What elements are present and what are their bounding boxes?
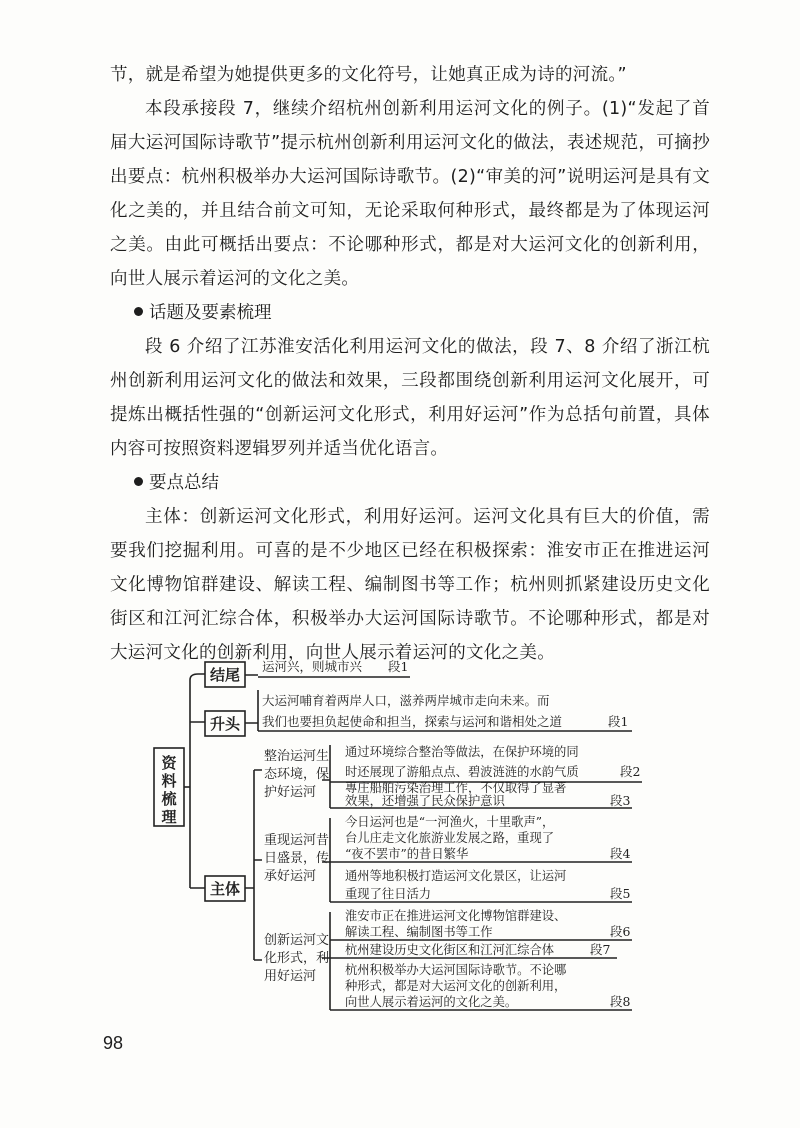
page-number: 98 (103, 1033, 124, 1053)
paragraph-analysis: 本段承接段 7，继续介绍杭州创新利用运河文化的例子。(1)“发起了首届大运河国际诗歌节”提示杭州创新利用运河文化的做法，表述规范，可摘抄出要点：杭州积极举办大运河国际诗歌节。(2)“审美的河”说明运河是具有文化之美的，并且结合前文可知，无论采取何种形式，最终都是为了体现运河之美。由此可概括出要点：不论哪种形式，都是对大运河文化的创新利用，向世人展示着运河的文化之美。 (110, 99, 710, 289)
item-line: 通州等地积极打造运河文化景区，让运河 (345, 869, 567, 883)
ending-tag: 段1 (388, 659, 409, 674)
item-line: 杭州积极举办大运河国际诗歌节。不论哪 (345, 963, 567, 977)
item-line: 种形式，都是对大运河文化的创新利用， (345, 979, 567, 993)
item-line: 專庄船舶污染治理工作，不仅取得了显著 (345, 781, 567, 795)
ending-label: 结尾 (209, 666, 241, 684)
item-line: 时还展现了游船点点、碧波涟涟的水韵气质 (345, 765, 579, 779)
item-line: 今日运河也是“一河渔火，十里歌声”， (345, 815, 555, 829)
group-title-line: 日盛景，传 (264, 851, 330, 866)
group-title-line: 态环境，保 (264, 767, 330, 782)
group-title-line: 用好运河 (264, 969, 317, 984)
root-char: 梳 (161, 790, 177, 808)
group-title-line: 承好运河 (264, 869, 317, 884)
root-char: 料 (161, 772, 177, 790)
item-line: 杭州建设历史文化街区和江河汇综合体 (345, 943, 555, 957)
item-line: 效果，还增强了民众保护意识 (345, 794, 505, 808)
item-tag: 段5 (610, 886, 631, 901)
root-char: 资 (161, 754, 177, 772)
section-heading-topic: 话题及要素梳理 (110, 296, 710, 330)
group-title-line: 创新运河文 (264, 933, 330, 948)
item-line: 通过环境综合整治等做法，在保护环境的同 (345, 745, 579, 759)
elevation-label: 升头 (209, 715, 241, 733)
item-tag: 段3 (610, 793, 631, 808)
item-line: 解读工程、编制图书等工作 (345, 925, 493, 939)
paragraph-quote-end: 节，就是希望为她提供更多的文化符号，让她真正成为诗的河流。” (110, 65, 627, 85)
elevation-line: 我们也要担负起使命和担当，探索与运河和谐相处之道 (262, 714, 563, 729)
group-title-line: 重现运河昔 (264, 833, 330, 848)
item-tag: 段2 (620, 764, 641, 779)
item-line: 向世人展示着运河的文化之美。 (345, 995, 518, 1009)
item-tag: 段4 (610, 846, 631, 861)
item-tag: 段7 (590, 942, 611, 957)
main-label: 主体 (209, 880, 241, 898)
elevation-line: 大运河哺育着两岸人口，滋养两岸城市走向未来。而 (262, 693, 550, 708)
group-title-line: 整治运河生 (264, 749, 330, 764)
item-tag: 段8 (610, 994, 631, 1009)
item-line: 重现了往日活力 (345, 887, 432, 901)
section-heading-summary: 要点总结 (110, 466, 710, 500)
root-char: 理 (161, 808, 177, 826)
item-line: “夜不罢市”的昔日繁华 (345, 847, 469, 861)
paragraph-topic: 段 6 介绍了江苏淮安活化利用运河文化的做法，段 7、8 介绍了浙江杭州创新利用运河文化的做法和效果，三段都围绕创新利用运河文化展开，可提炼出概括性强的“创新运河文化形式，利用好运河”作为总括句前置，具体内容可按照资料逻辑罗列并适当优化语言。 (110, 337, 710, 459)
elevation-tag: 段1 (608, 714, 629, 729)
ending-text: 运河兴，则城市兴 (262, 659, 363, 674)
paragraph-summary: 主体：创新运河文化形式，利用好运河。运河文化具有巨大的价值，需要我们挖掘利用。可喜的是不少地区已经在积极探索：淮安市正在推进运河文化博物馆群建设、解读工程、编制图书等工作；杭州则抓紧建设历史文化街区和江河汇综合体，积极举办大运河国际诗歌节。不论哪种形式，都是对大运河文化的创新利用，向世人展示着运河的文化之美。 (110, 507, 710, 663)
item-tag: 段6 (610, 924, 631, 939)
item-line: 淮安市正在推进运河文化博物馆群建设、 (345, 909, 567, 923)
item-line: 台儿庄走文化旅游业发展之路，重现了 (345, 831, 555, 845)
group-title-line: 护好运河 (264, 785, 317, 800)
group-title-line: 化形式，利 (264, 951, 330, 966)
